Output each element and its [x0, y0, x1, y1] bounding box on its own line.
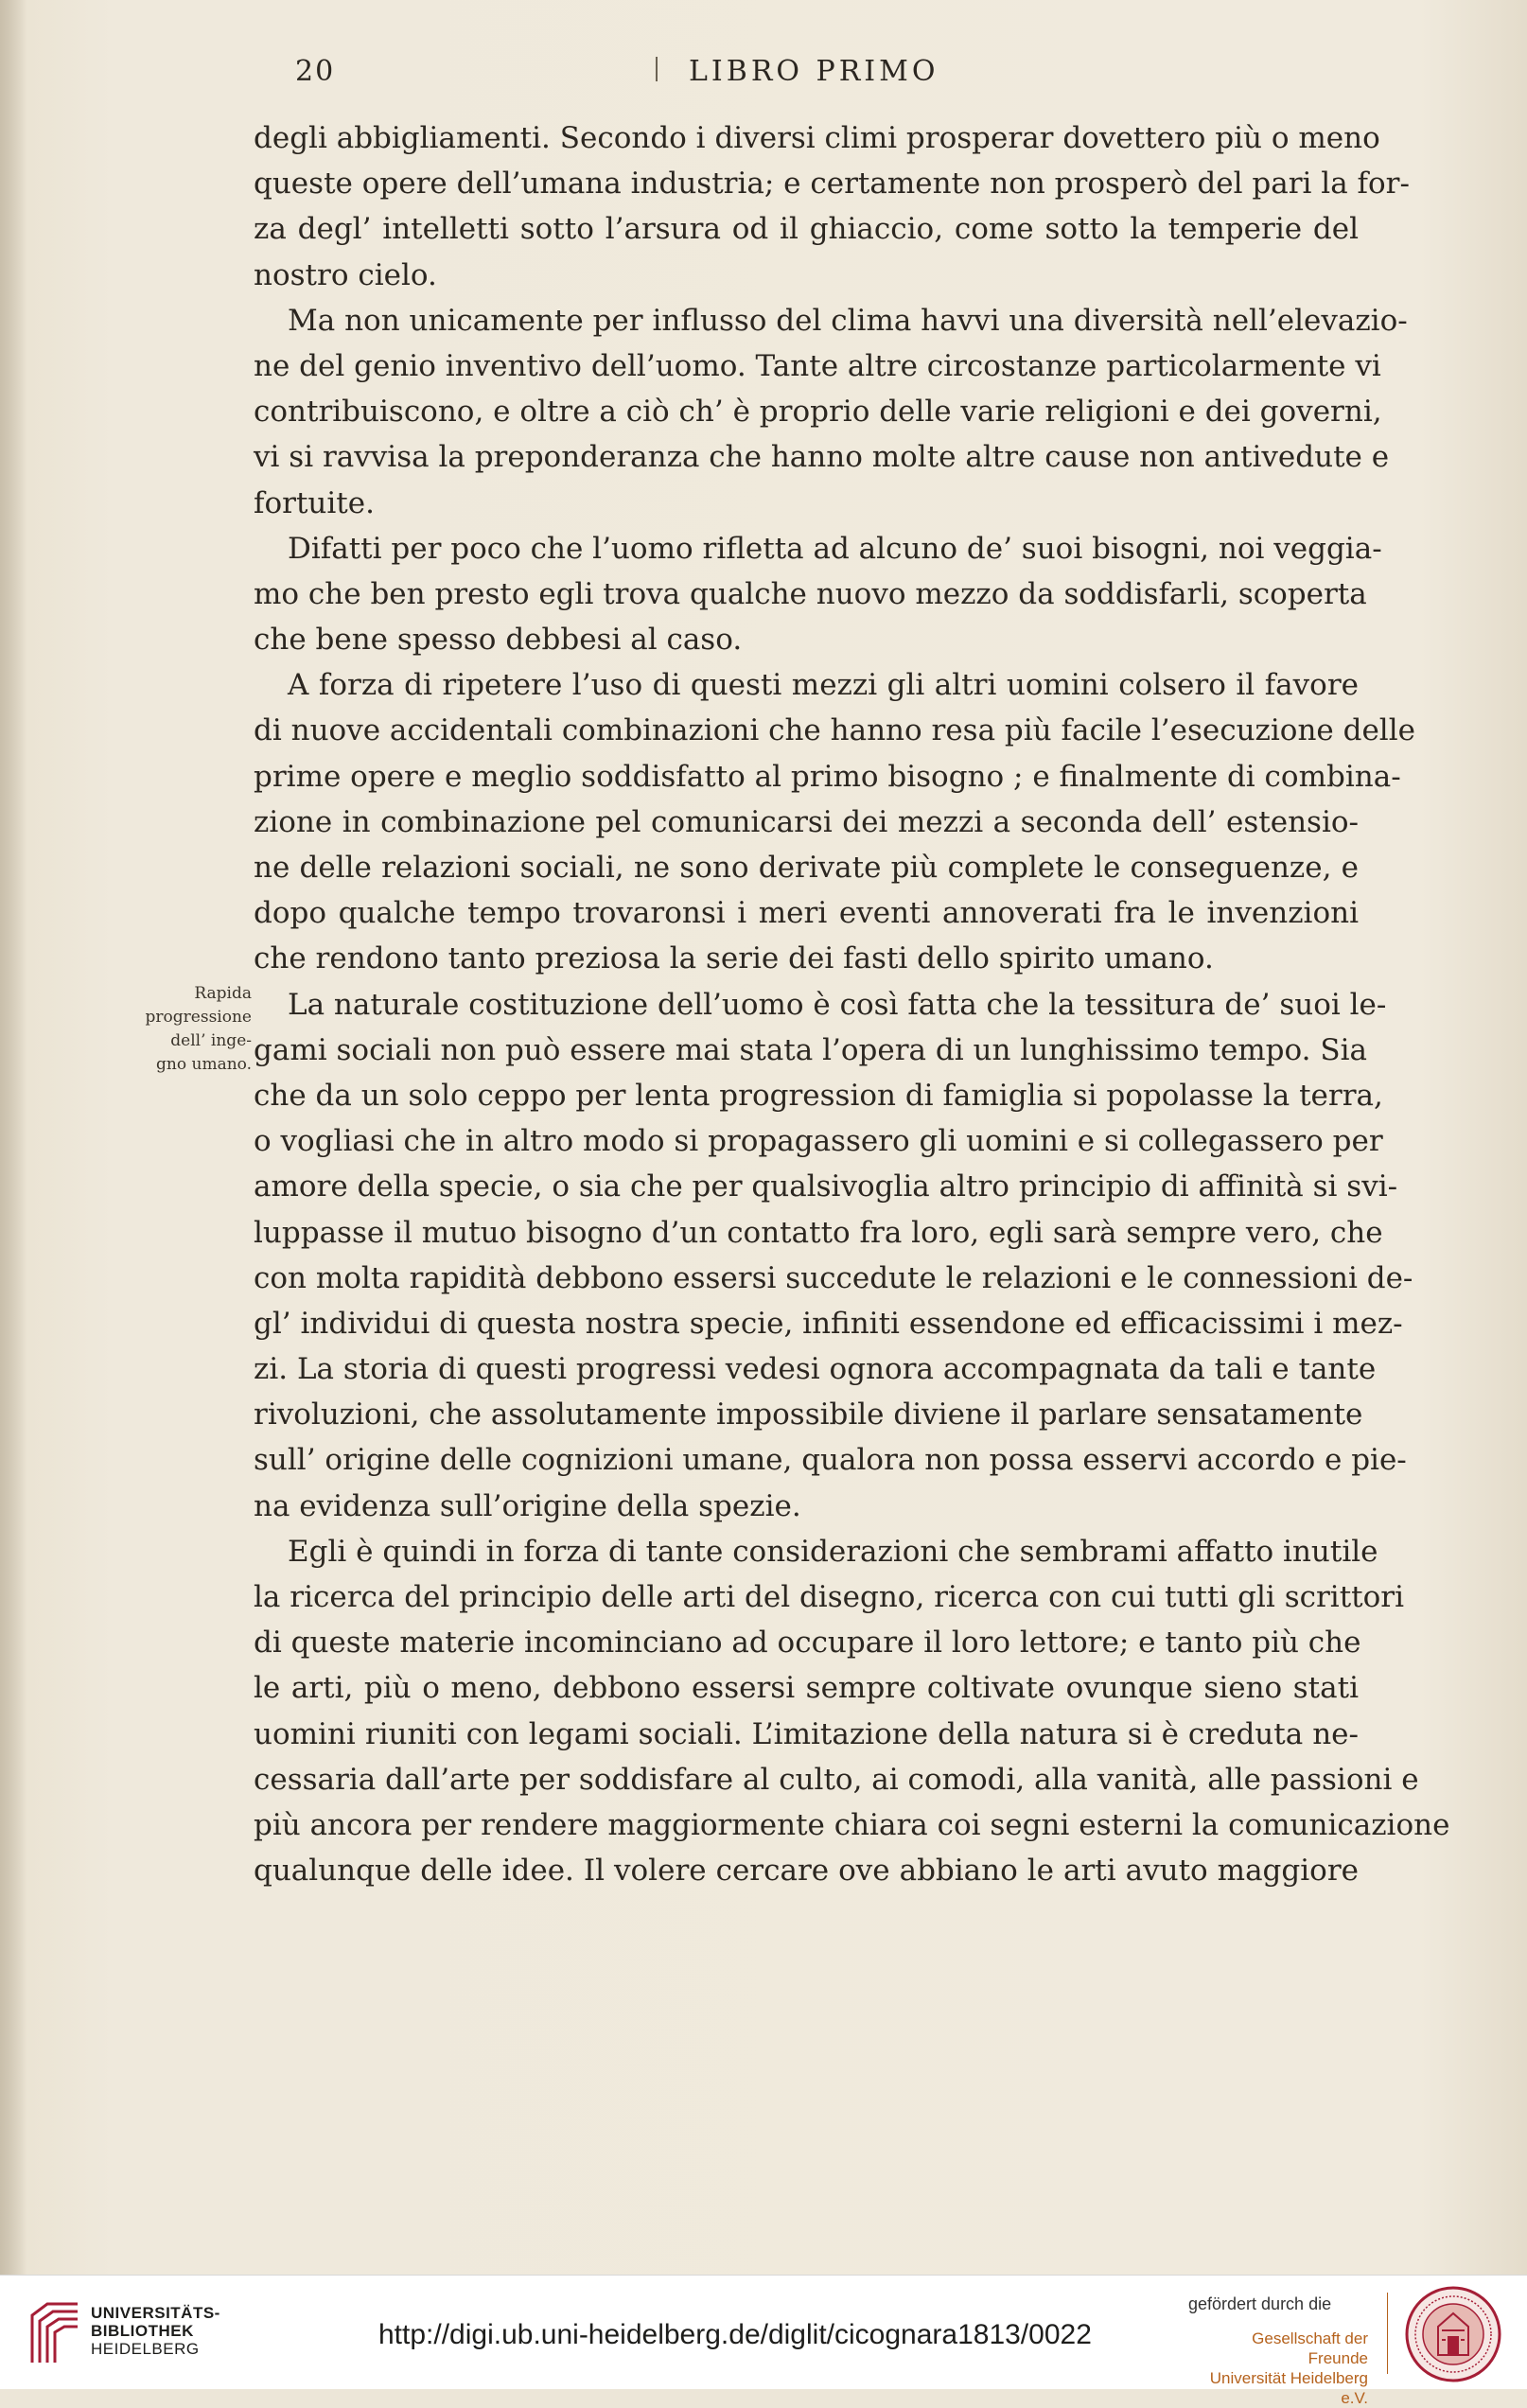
text-line: zi. La storia di questi progressi vedesi ognora accompagnata da tali e tante — [254, 1352, 1377, 1387]
text-line: dopo qualche tempo trovaronsi i meri eventi annoverati fra le invenzioni — [254, 896, 1359, 931]
text-line: La naturale costituzione dell’uomo è così fatta che la tessitura de’ suoi le- — [288, 987, 1387, 1022]
text-line: fortuite. — [254, 485, 375, 520]
text-line: degli abbigliamenti. Secondo i diversi climi prosperar dovettero più o meno — [254, 121, 1380, 155]
text-line: prime opere e meglio soddisfatto al primo bisogno ; e finalmente di combina- — [254, 759, 1401, 794]
text-line: di queste materie incominciano ad occupare il loro lettore; e tanto più che — [254, 1626, 1361, 1661]
page-spine-shadow — [0, 0, 26, 2275]
text-line: contribuiscono, e oltre a ciò ch’ è proprio delle varie religioni e dei governi, — [254, 395, 1382, 430]
margin-note-line: gno umano. — [156, 1055, 252, 1074]
text-line: luppasse il mutuo bisogno d’un contatto fra loro, egli sarà sempre vero, che — [254, 1215, 1383, 1250]
text-line: na evidenza sull’origine della spezie. — [254, 1488, 801, 1523]
text-line: za degl’ intelletti sotto l’arsura od il ghiaccio, come sotto la temperie del — [254, 212, 1359, 247]
library-name-line: HEIDELBERG — [91, 2340, 200, 2358]
text-line: A forza di ripetere l’uso di questi mezzi gli altri uomini colsero il favore — [288, 668, 1359, 703]
text-line: che rendono tanto preziosa la serie dei fasti dello spirito umano. — [254, 941, 1214, 976]
text-line: Difatti per poco che l’uomo rifletta ad alcuno de’ suoi bisogni, noi veggia- — [288, 531, 1382, 566]
margin-note-line: Rapida — [194, 984, 252, 1003]
text-line: amore della specie, o sia che per qualsivoglia altro principio di affinità si svi- — [254, 1169, 1398, 1204]
text-line: ne delle relazioni sociali, ne sono derivate più complete le conseguenze, e — [254, 851, 1359, 885]
text-line: le arti, più o meno, debbono essersi sempre coltivate ovunque sieno stati — [254, 1671, 1359, 1706]
margin-note-line: progressione — [145, 1008, 252, 1027]
text-line: la ricerca del principio delle arti del disegno, ricerca con cui tutti gli scrittori — [254, 1580, 1405, 1614]
text-line: di nuove accidentali combinazioni che hanno resa più facile l’esecuzione delle — [254, 713, 1415, 748]
permalink-url[interactable]: http://digi.ub.uni-heidelberg.de/diglit/cicognara1813/0022 — [378, 2319, 1092, 2350]
library-name-line: UNIVERSITÄTS- — [91, 2304, 220, 2322]
text-line: zione in combinazione pel comunicarsi dei mezzi a seconda dell’ estensio- — [254, 804, 1359, 839]
text-line: qualunque delle idee. Il volere cercare ove abbiano le arti avuto maggiore — [254, 1854, 1359, 1889]
body-text — [254, 115, 1450, 1893]
sponsor-name[interactable] — [1188, 2329, 1368, 2408]
text-line: cessaria dall’arte per soddisfare al culto, ai comodi, alla vanità, alle passioni e — [254, 1762, 1419, 1797]
text-line: queste opere dell’umana industria; e certamente non prosperò del pari la for- — [254, 167, 1410, 202]
text-line: gl’ individui di questa nostra specie, infiniti essendone ed efficacissimi i mez- — [254, 1306, 1403, 1341]
text-line: vi si ravvisa la preponderanza che hanno molte altre cause non antivedute e — [254, 440, 1390, 475]
text-line: Ma non unicamente per influsso del clima havvi una diversità nell’elevazio- — [288, 303, 1408, 338]
text-line: mo che ben presto egli trova qualche nuovo mezzo da soddisfarli, scoperta — [254, 576, 1367, 611]
sponsor-name-line: Universität Heidelberg e.V. — [1209, 2369, 1368, 2407]
university-seal-icon — [1404, 2285, 1502, 2383]
footer-divider — [1387, 2293, 1388, 2374]
text-line: con molta rapidità debbono essersi succedute le relazioni e le connessioni de- — [254, 1260, 1413, 1295]
text-line: nostro cielo. — [254, 257, 437, 292]
text-line: Egli è quindi in forza di tante considerazioni che sembrami affatto inutile — [288, 1534, 1378, 1569]
library-logo-icon[interactable] — [26, 2296, 83, 2366]
margin-note-line: dell’ inge- — [170, 1031, 252, 1050]
text-line: gami sociali non può essere mai stata l’opera di un lunghissimo tempo. Sia — [254, 1032, 1367, 1067]
text-line: che da un solo ceppo per lenta progression di famiglia si popolasse la terra, — [254, 1078, 1383, 1113]
text-line: o vogliasi che in altro modo si propagassero gli uomini e si collegassero per — [254, 1124, 1383, 1159]
text-line: rivoluzioni, che assolutamente impossibile diviene il parlare sensatamente — [254, 1397, 1363, 1432]
sponsor-name-line: Gesellschaft der Freunde — [1252, 2329, 1368, 2367]
text-line: sull’ origine delle cognizioni umane, qualora non possa esservi accordo e pie- — [254, 1443, 1407, 1478]
header-mark — [656, 57, 658, 81]
running-title: LIBRO PRIMO — [689, 55, 939, 88]
text-line: uomini riuniti con legami sociali. L’imitazione della natura si è creduta ne- — [254, 1716, 1359, 1751]
page-number: 20 — [295, 55, 336, 88]
library-name-line: BIBLIOTHEK — [91, 2322, 194, 2340]
sponsor-label: gefördert durch die — [1188, 2294, 1332, 2313]
library-name — [91, 2304, 220, 2358]
text-line: ne del genio inventivo dell’uomo. Tante altre circostanze particolarmente vi — [254, 348, 1381, 383]
viewer-footer — [0, 2275, 1527, 2407]
text-line: più ancora per rendere maggiormente chiara coi segni esterni la comunicazione — [254, 1807, 1450, 1842]
margin-note — [142, 982, 252, 1077]
text-line: che bene spesso debbesi al caso. — [254, 623, 743, 658]
